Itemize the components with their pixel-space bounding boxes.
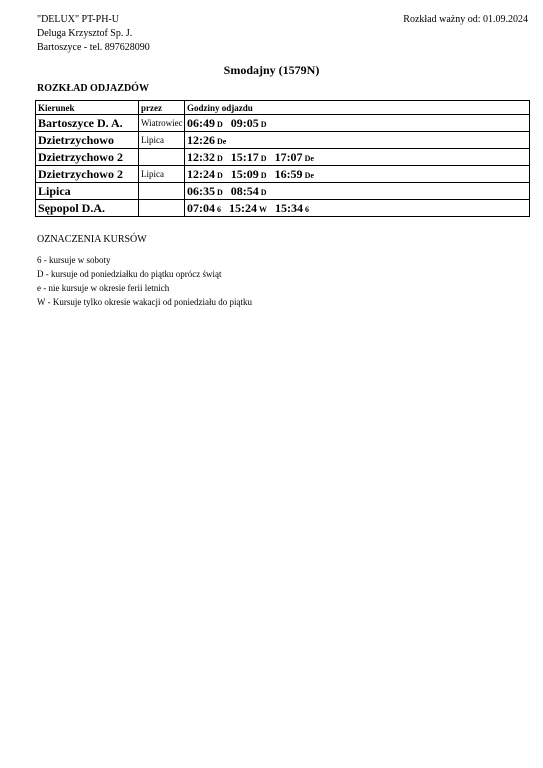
header-direction: Kierunek xyxy=(36,101,139,115)
departure-time: 15:17 xyxy=(230,149,259,164)
direction-cell: Dzietrzychowo 2 xyxy=(36,166,139,183)
departure xyxy=(275,150,314,164)
departure-time: 07:04 xyxy=(187,200,215,215)
departure-time: 12:32 xyxy=(187,149,215,164)
departure-code: D xyxy=(260,170,267,180)
departure xyxy=(187,150,223,164)
departure xyxy=(275,201,309,215)
table-row xyxy=(36,183,530,200)
table-row xyxy=(36,200,530,217)
company-address: Bartoszyce - tel. 897628090 xyxy=(37,42,150,53)
via-cell: Lipica xyxy=(139,132,185,149)
via-cell: Wiatrowiec xyxy=(139,115,185,132)
section-title: ROZKŁAD ODJAZDÓW xyxy=(37,83,149,94)
departure-time: 15:24 xyxy=(229,200,257,215)
departure-code: D xyxy=(217,119,223,129)
legend-list xyxy=(37,253,252,309)
timetable-header-row xyxy=(36,101,530,115)
departure xyxy=(231,167,267,181)
legend-item: e - nie kursuje w okresie ferii letnich xyxy=(37,283,170,293)
departure-code: D xyxy=(260,153,267,163)
header-times: Godziny odjazdu xyxy=(185,101,530,115)
departure xyxy=(231,150,267,164)
departure xyxy=(187,116,223,130)
departure-code: D xyxy=(217,187,223,197)
stop-title: Smodajny (1579N) xyxy=(223,63,320,77)
departure-time: 16:59 xyxy=(274,166,303,181)
legend-item: W - Kursuje tylko okresie wakacji od poniedziału do piątku xyxy=(37,297,253,307)
direction-cell: Dzietrzychowo xyxy=(36,132,139,149)
departure-code: 6 xyxy=(305,204,309,214)
departure-time: 15:34 xyxy=(275,200,303,215)
company-info xyxy=(37,13,150,55)
departure-code: De xyxy=(217,136,227,146)
direction-cell: Dzietrzychowo 2 xyxy=(36,149,139,166)
header-via: przez xyxy=(139,101,185,115)
via-cell xyxy=(139,149,185,166)
via-cell xyxy=(139,183,185,200)
legend-item: 6 - kursuje w soboty xyxy=(37,255,111,265)
departures-cell xyxy=(185,183,530,200)
departure xyxy=(231,184,267,198)
table-row xyxy=(36,166,530,183)
departure-code: De xyxy=(304,170,314,180)
departure xyxy=(231,116,267,130)
via-cell: Lipica xyxy=(139,166,185,183)
direction-cell: Lipica xyxy=(36,183,139,200)
departure-code: D xyxy=(217,153,223,163)
company-name: "DELUX" PT-PH-U xyxy=(37,14,119,25)
direction-cell: Bartoszyce D. A. xyxy=(36,115,139,132)
departure-code: De xyxy=(304,153,314,163)
departure-time: 12:24 xyxy=(187,166,215,181)
valid-from: Rozkład ważny od: 01.09.2024 xyxy=(403,14,528,25)
departures-cell xyxy=(185,115,530,132)
departure-time: 17:07 xyxy=(274,149,303,164)
timetable-body xyxy=(36,115,530,217)
departure-code: 6 xyxy=(217,204,221,214)
company-owner: Deluga Krzysztof Sp. J. xyxy=(37,28,133,39)
departure-code: D xyxy=(260,119,267,129)
table-row xyxy=(36,115,530,132)
departures-cell xyxy=(185,166,530,183)
departures-cell xyxy=(185,149,530,166)
departure xyxy=(229,201,267,215)
legend-title: OZNACZENIA KURSÓW xyxy=(37,234,147,245)
departure-code: D xyxy=(260,187,267,197)
departure xyxy=(187,184,223,198)
timetable xyxy=(35,100,530,217)
departure-time: 09:05 xyxy=(230,115,259,130)
departure-time: 15:09 xyxy=(230,166,259,181)
departure xyxy=(187,201,221,215)
departure-code: D xyxy=(217,170,223,180)
departure-time: 06:49 xyxy=(187,115,215,130)
departures-cell xyxy=(185,132,530,149)
departure-time: 12:26 xyxy=(187,132,215,147)
departure-code: W xyxy=(259,204,267,214)
departure xyxy=(187,167,223,181)
departure xyxy=(275,167,314,181)
departures-cell xyxy=(185,200,530,217)
departure xyxy=(187,133,226,147)
table-row xyxy=(36,149,530,166)
departure-time: 08:54 xyxy=(230,183,259,198)
direction-cell: Sępopol D.A. xyxy=(36,200,139,217)
departure-time: 06:35 xyxy=(187,183,215,198)
legend-item: D - kursuje od poniedziałku do piątku oprócz świąt xyxy=(37,269,222,279)
via-cell xyxy=(139,200,185,217)
table-row xyxy=(36,132,530,149)
